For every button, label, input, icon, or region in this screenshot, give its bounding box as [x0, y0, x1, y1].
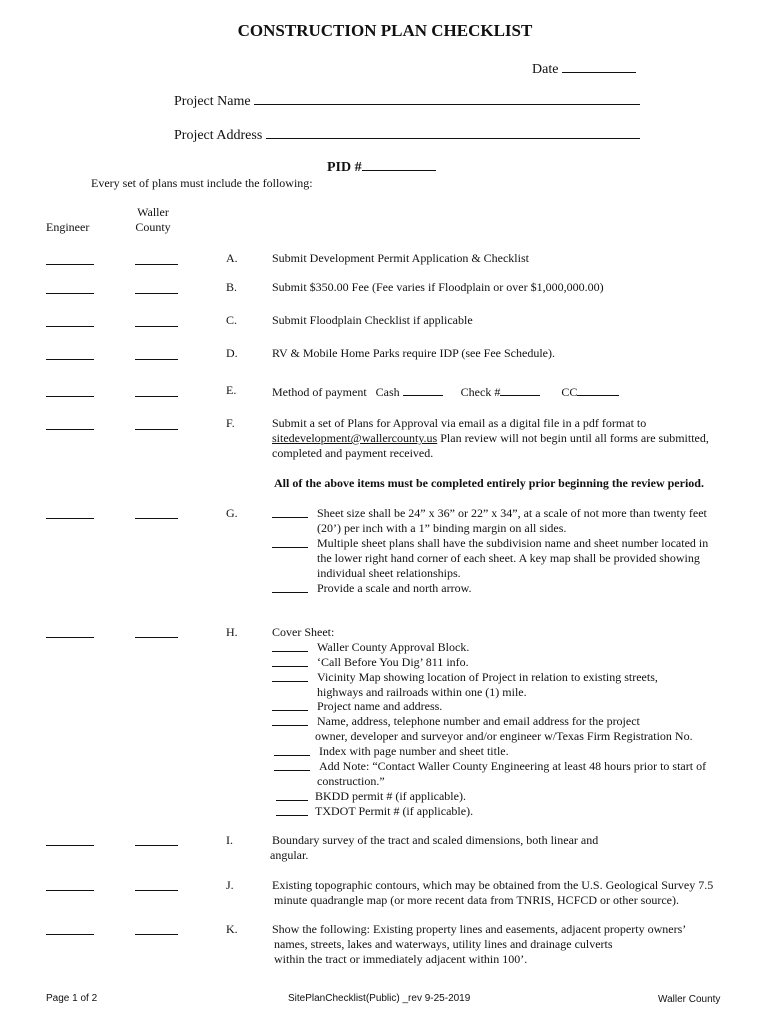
county-check-k[interactable]: [135, 934, 178, 935]
item-d-text: RV & Mobile Home Parks require IDP (see Fee Schedule).: [272, 346, 555, 360]
item-h-line: BKDD permit # (if applicable).: [315, 789, 466, 803]
item-letter-d: D.: [226, 346, 238, 360]
item-k-line: names, streets, lakes and waterways, utility lines and drainage culverts: [274, 937, 613, 951]
item-f-line: Plan review will not begin until all forms are submitted,: [437, 431, 709, 445]
item-f-text: [272, 416, 709, 461]
county-check-f[interactable]: [135, 429, 178, 430]
item-letter-c: C.: [226, 313, 238, 327]
item-letter-b: B.: [226, 280, 238, 294]
item-k-line: within the tract or immediately adjacent within 100’.: [274, 952, 528, 966]
cash-label: Cash: [375, 385, 400, 399]
county-check-g[interactable]: [135, 518, 178, 519]
sub-check-h4[interactable]: [272, 710, 308, 711]
email-link[interactable]: sitedevelopment@wallercounty.us: [272, 431, 438, 445]
item-h-line: highways and railroads within one (1) mile.: [317, 685, 527, 699]
engineer-check-d[interactable]: [46, 359, 94, 360]
item-c-text: Submit Floodplain Checklist if applicable: [272, 313, 473, 327]
payment-method-row: [272, 383, 619, 400]
item-g-line: individual sheet relationships.: [317, 566, 461, 580]
project-address-field: [174, 126, 640, 144]
pid-field: [327, 158, 436, 176]
engineer-check-g[interactable]: [46, 518, 94, 519]
county-check-h[interactable]: [135, 637, 178, 638]
item-i-line: angular.: [270, 848, 309, 862]
item-letter-e: E.: [226, 383, 237, 397]
sub-check-h1[interactable]: [272, 651, 308, 652]
intro-text: Every set of plans must include the following:: [91, 176, 313, 190]
pid-label: PID #: [327, 160, 362, 175]
item-h-line: TXDOT Permit # (if applicable).: [315, 804, 474, 818]
item-h-line: Name, address, telephone number and email address for the project: [317, 714, 640, 728]
page-title: CONSTRUCTION PLAN CHECKLIST: [237, 21, 533, 40]
sub-check-h7[interactable]: [274, 770, 310, 771]
engineer-check-c[interactable]: [46, 326, 94, 327]
item-g-line: Multiple sheet plans shall have the subdivision name and sheet number located in: [317, 536, 709, 550]
engineer-check-f[interactable]: [46, 429, 94, 430]
pid-input-line[interactable]: [362, 158, 436, 171]
waller-column-label: Waller: [137, 205, 169, 219]
document-revision: SitePlanChecklist(Public) _rev 9-25-2019: [288, 993, 471, 1004]
sub-check-h5[interactable]: [272, 725, 308, 726]
item-letter-f: F.: [226, 416, 235, 430]
check-label: Check #: [460, 385, 501, 399]
item-i-line: Boundary survey of the tract and scaled dimensions, both linear and: [272, 833, 599, 847]
item-f-line: completed and payment received.: [272, 446, 434, 460]
item-h-line: Vicinity Map showing location of Project in relation to existing streets,: [317, 670, 658, 684]
item-h-line: construction.”: [317, 774, 385, 788]
check-number-input-line[interactable]: [500, 383, 540, 396]
item-h-line: Index with page number and sheet title.: [319, 744, 509, 758]
page-number: Page 1 of 2: [46, 993, 98, 1004]
item-k-line: Show the following: Existing property lines and easements, adjacent property owners’: [272, 922, 687, 936]
item-h-line: Waller County Approval Block.: [317, 640, 470, 654]
sub-check-h9[interactable]: [276, 815, 308, 816]
sub-check-g2[interactable]: [272, 547, 308, 548]
organization-name: Waller County: [658, 994, 721, 1005]
item-letter-j: J.: [226, 878, 234, 892]
cc-label: CC: [561, 385, 578, 399]
engineer-check-h[interactable]: [46, 637, 94, 638]
item-letter-k: K.: [226, 922, 238, 936]
item-letter-h: H.: [226, 625, 238, 639]
sub-check-h6[interactable]: [274, 755, 310, 756]
county-check-a[interactable]: [135, 264, 178, 265]
item-h-line: Project name and address.: [317, 699, 443, 713]
item-a-text: Submit Development Permit Application & Checklist: [272, 251, 529, 265]
item-letter-i: I.: [226, 833, 233, 847]
county-check-i[interactable]: [135, 845, 178, 846]
sub-check-h3[interactable]: [272, 681, 308, 682]
date-input-line[interactable]: [562, 60, 636, 73]
item-g-line: Provide a scale and north arrow.: [317, 581, 472, 595]
cash-input-line[interactable]: [403, 383, 443, 396]
cc-input-line[interactable]: [577, 383, 619, 396]
project-address-input-line[interactable]: [266, 126, 640, 139]
item-letter-a: A.: [226, 251, 238, 265]
county-check-d[interactable]: [135, 359, 178, 360]
sub-check-g3[interactable]: [272, 592, 308, 593]
date-field: [532, 60, 636, 78]
sub-check-g1[interactable]: [272, 517, 308, 518]
item-h-line: ‘Call Before You Dig’ 811 info.: [317, 655, 469, 669]
project-address-label: Project Address: [174, 128, 263, 143]
engineer-check-e[interactable]: [46, 396, 94, 397]
engineer-check-k[interactable]: [46, 934, 94, 935]
engineer-check-j[interactable]: [46, 890, 94, 891]
county-check-b[interactable]: [135, 293, 178, 294]
completion-notice: All of the above items must be completed entirely prior beginning the review period.: [274, 476, 704, 490]
engineer-check-b[interactable]: [46, 293, 94, 294]
engineer-check-a[interactable]: [46, 264, 94, 265]
sub-check-h2[interactable]: [272, 666, 308, 667]
item-g-line: (20’) per inch with a 1” binding margin on all sides.: [317, 521, 567, 535]
project-name-field: [174, 92, 640, 110]
date-label: Date: [532, 62, 559, 77]
cover-sheet-heading: Cover Sheet:: [272, 625, 335, 639]
engineer-column-header: Engineer: [46, 220, 90, 234]
item-j-line: minute quadrangle map (or more recent data from TNRIS, HCFCD or other source).: [274, 893, 679, 907]
item-h-line: Add Note: “Contact Waller County Engineering at least 48 hours prior to start of: [319, 759, 707, 773]
project-name-label: Project Name: [174, 94, 251, 109]
item-j-line: Existing topographic contours, which may be obtained from the U.S. Geological Survey 7.5: [272, 878, 714, 892]
county-column-label: County: [135, 220, 171, 234]
sub-check-h8[interactable]: [276, 800, 308, 801]
item-g-line: Sheet size shall be 24” x 36” or 22” x 34”, at a scale of not more than twenty feet: [317, 506, 707, 520]
item-h-line: owner, developer and surveyor and/or engineer w/Texas Firm Registration No.: [315, 729, 693, 743]
waller-county-column-header: [130, 205, 176, 235]
project-name-input-line[interactable]: [254, 92, 640, 105]
item-b-text: Submit $350.00 Fee (Fee varies if Floodplain or over $1,000,000.00): [272, 280, 604, 294]
item-g-line: the lower right hand corner of each sheet. A key map shall be provided showing: [317, 551, 700, 565]
county-check-e[interactable]: [135, 396, 178, 397]
item-f-line: Submit a set of Plans for Approval via email as a digital file in a pdf format to: [272, 416, 647, 430]
county-check-c[interactable]: [135, 326, 178, 327]
engineer-check-i[interactable]: [46, 845, 94, 846]
payment-method-label: Method of payment: [272, 385, 367, 399]
item-letter-g: G.: [226, 506, 238, 520]
county-check-j[interactable]: [135, 890, 178, 891]
